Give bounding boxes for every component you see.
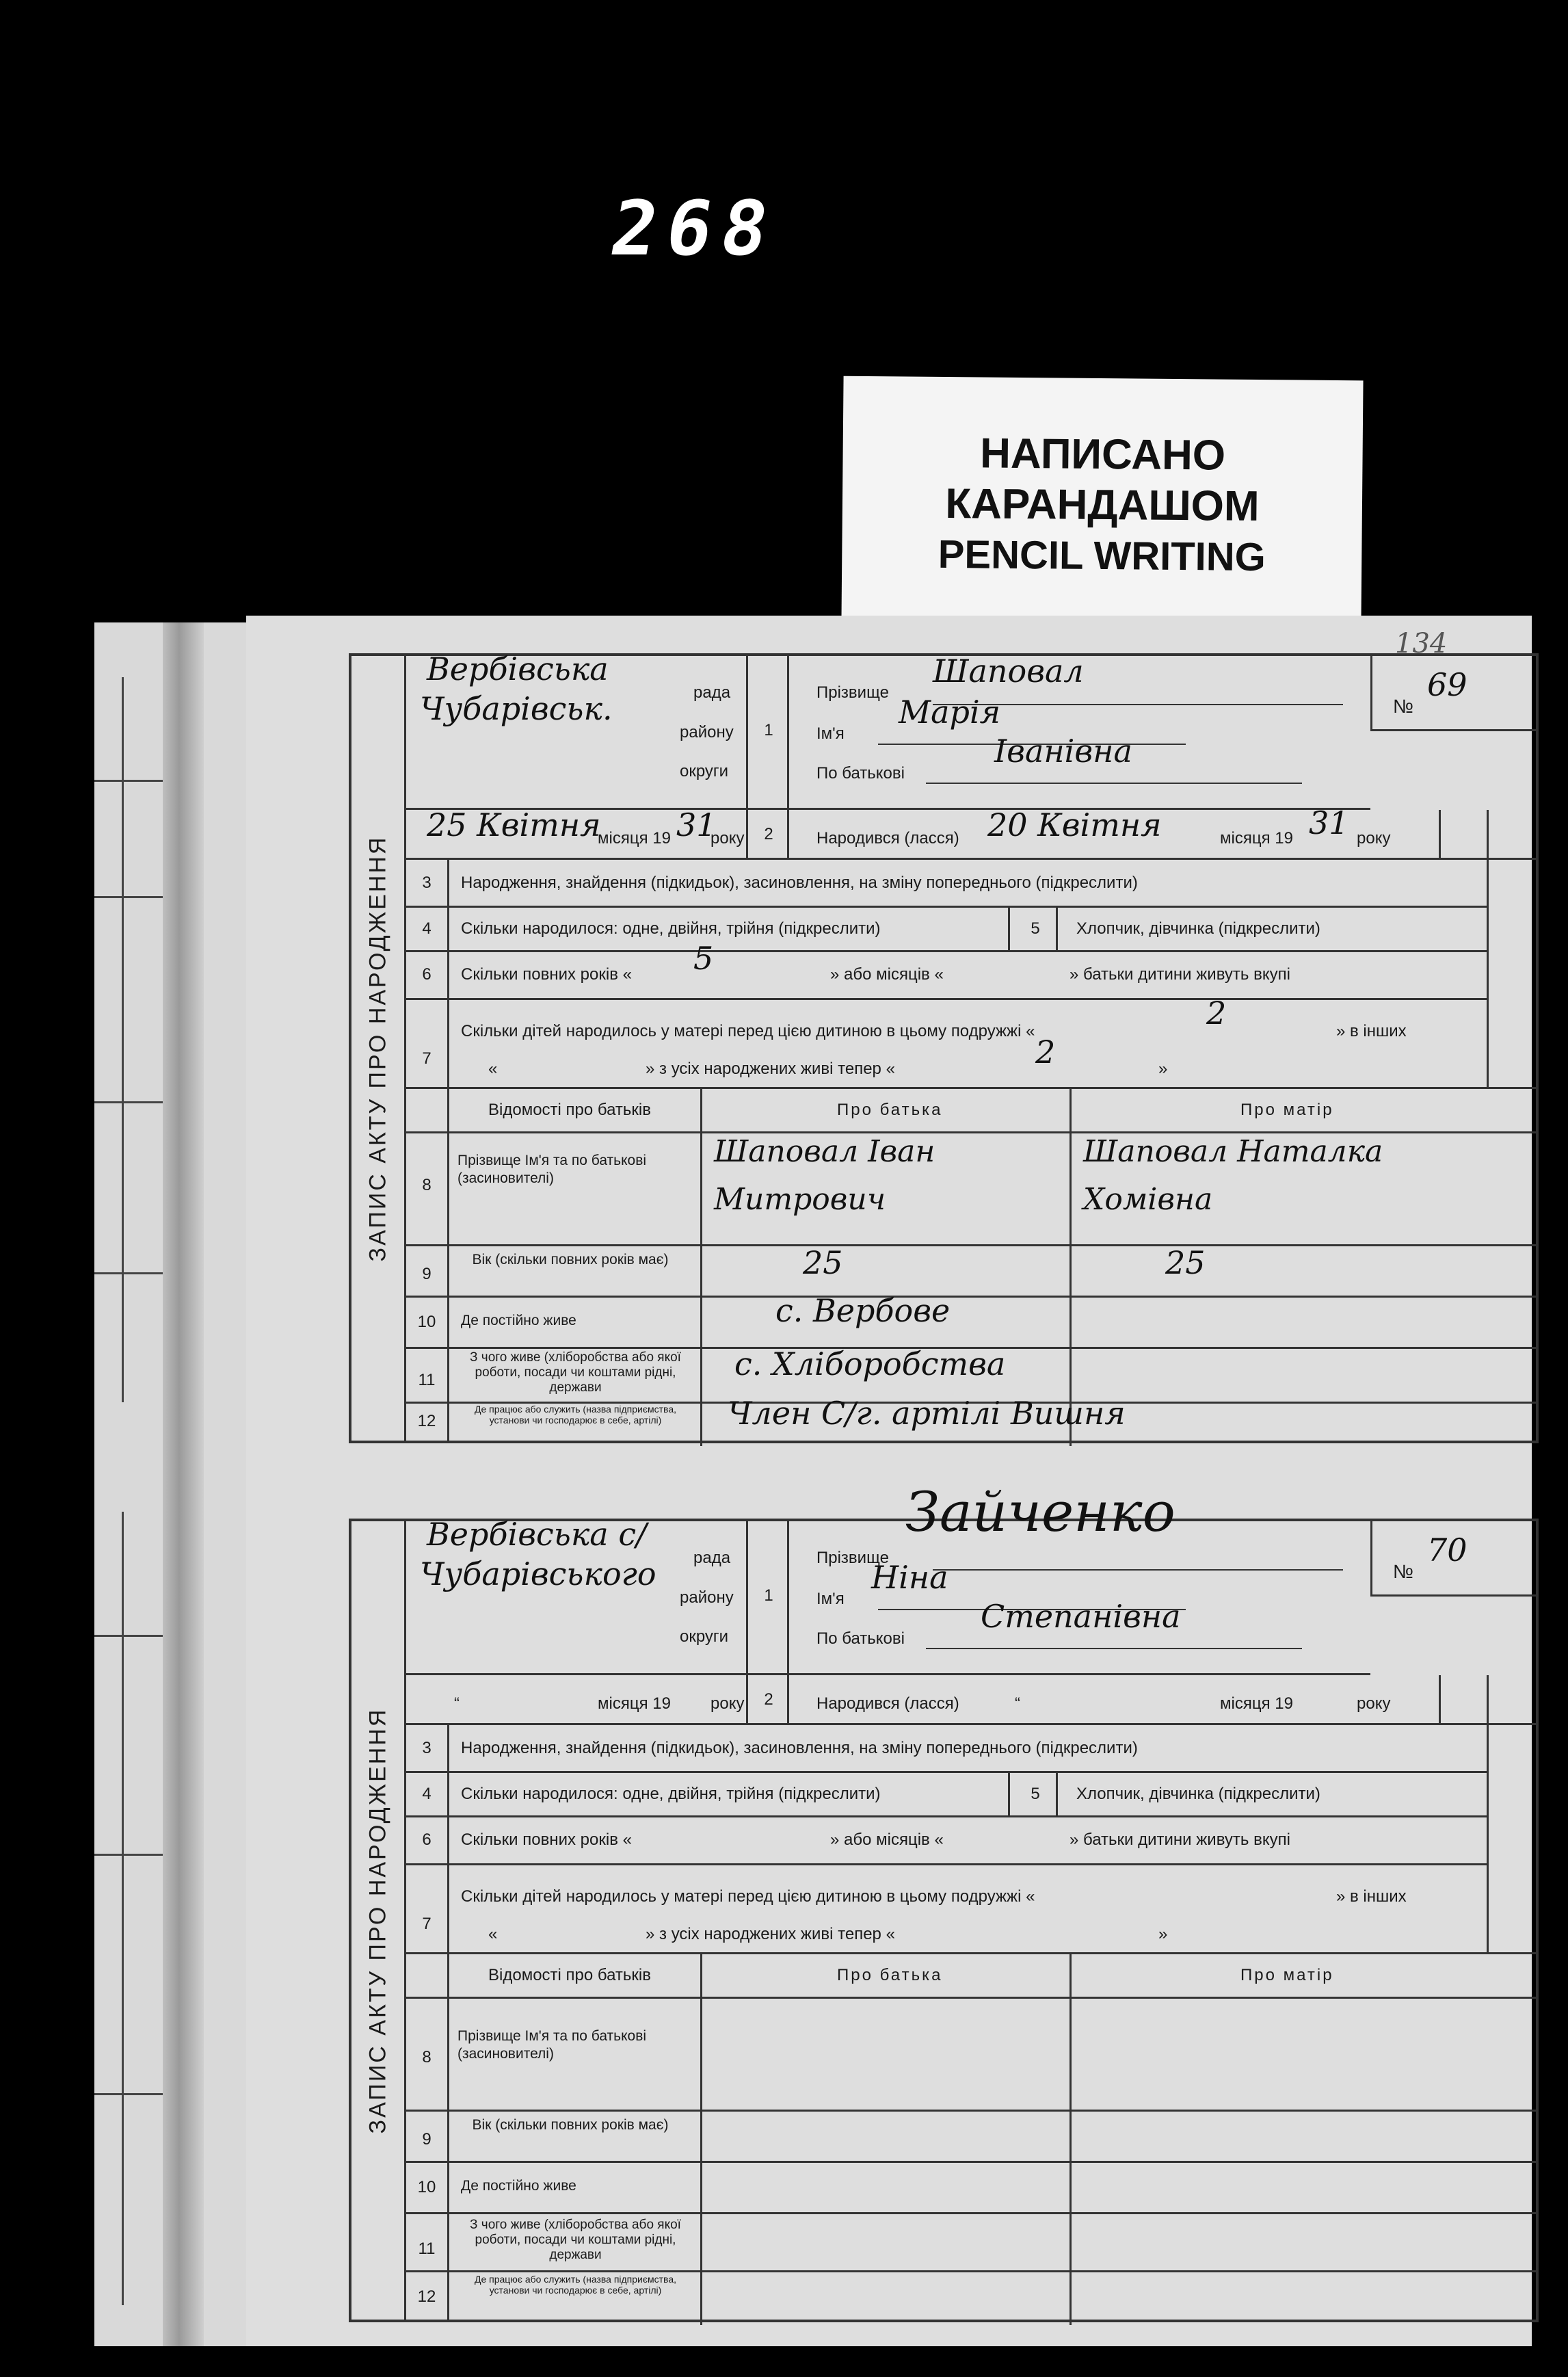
record-number: 69: [1427, 666, 1467, 703]
birth-record-70: [349, 1480, 1539, 2322]
record-number-block: [1370, 1521, 1536, 1597]
row-num-12: 12: [417, 1412, 436, 1430]
edge-rule: [94, 2093, 163, 2095]
children-before: 2: [1206, 995, 1227, 1032]
row-num-9: 9: [422, 1265, 431, 1283]
name-value: Ніна: [871, 1559, 948, 1596]
row11-text: З чого живе (хліборобства або якої роботи, посади чи коштами рідні, держави: [470, 2218, 681, 2262]
mother-age: 25: [1165, 1244, 1206, 1281]
row7-a: Скільки дітей народилось у матері перед цією дитиною в цьому подружжі «: [461, 1022, 1035, 1040]
father-header: Про батька: [837, 1966, 943, 1984]
born-month-label: місяця 19: [1220, 829, 1293, 848]
sheet-number: 268: [604, 185, 784, 272]
rada-value: Вербівська с/: [427, 1516, 647, 1553]
row-num-10: 10: [417, 2178, 436, 2196]
row12-text: Де працює або служить (назва підприємства, установи чи господарює в себе, артілі): [474, 1404, 677, 1426]
row3-text: Народження, знайдення (підкидьок), засиновлення, на зміну попереднього (підкреслити): [461, 874, 1138, 892]
edge-rule: [94, 1101, 163, 1103]
born-day: 20 Квітня: [987, 806, 1162, 843]
row-num-6: 6: [422, 1830, 431, 1849]
edge-rule: [94, 896, 163, 898]
born-month-label: місяця 19: [1220, 1694, 1293, 1713]
edge-rule: [94, 1635, 163, 1637]
row-num-12: 12: [417, 2287, 436, 2306]
year-label: року: [710, 1694, 745, 1713]
pencil-writing-label: [841, 376, 1363, 627]
row5-text: Хлопчик, дівчинка (підкреслити): [1076, 919, 1320, 938]
born-label: Народився (ласся): [816, 829, 959, 848]
child-name-block: [789, 1480, 1370, 1675]
row4-text: Скільки народилося: одне, двійня, трійня (підкреслити): [461, 919, 881, 938]
parents-info-header: Відомості про батьків: [488, 1966, 651, 1984]
month-label: місяця 19: [598, 829, 671, 848]
page-fold: [163, 622, 204, 2346]
label-line-1: НАПИСАНО: [979, 430, 1226, 480]
rada-label: рада: [693, 1549, 731, 1567]
edge-rule: [122, 677, 124, 1402]
label-line-2: КАРАНДАШОМ: [945, 480, 1260, 531]
rada-label: рада: [693, 683, 731, 702]
row9-text: Вік (скільки повних років має): [472, 2117, 669, 2133]
row-num-4: 4: [422, 919, 431, 938]
row-num-1: 1: [748, 656, 789, 810]
row-num-6: 6: [422, 965, 431, 984]
register-page: [246, 616, 1532, 2346]
row-num-11: 11: [418, 2240, 436, 2258]
birth-date-block: [789, 1675, 1439, 1723]
raion-value: Чубарівського: [420, 1555, 656, 1592]
row6-a: Скільки повних років «: [461, 1830, 632, 1849]
row7-d: » з усіх народжених живі тепер «: [646, 1925, 895, 1943]
previous-page-edge: [94, 622, 248, 2346]
years-together: 5: [693, 940, 714, 977]
edge-rule: [94, 1272, 163, 1274]
row-num-8: 8: [422, 2048, 431, 2066]
label-line-3: PENCIL WRITING: [938, 531, 1266, 580]
row7-e: »: [1158, 1925, 1168, 1943]
okruhy-label: округи: [680, 762, 729, 780]
edge-rule: [94, 1854, 163, 1856]
father-name: Шаповал Іван Митрович: [714, 1134, 935, 1217]
okruhy-label: округи: [680, 1627, 729, 1646]
row5-text: Хлопчик, дівчинка (підкреслити): [1076, 1785, 1320, 1803]
name-label: Ім'я: [816, 1590, 845, 1608]
raion-label: району: [680, 1588, 734, 1607]
patronymic-value: Степанівна: [981, 1598, 1181, 1635]
record-number: 70: [1427, 1532, 1467, 1568]
row-num-11: 11: [418, 1371, 436, 1389]
edge-rule: [122, 1512, 124, 2305]
residence: с. Вербове: [775, 1292, 951, 1329]
row-num-10: 10: [417, 1313, 436, 1331]
row8-text: Прізвище Ім'я та по батькові (засиновителі): [457, 2028, 647, 2062]
row7-c: «: [488, 1925, 498, 1943]
registration-day: 25 Квітня: [427, 806, 601, 843]
row-num-3: 3: [422, 874, 431, 892]
child-name-block: [789, 653, 1370, 810]
name-label: Ім'я: [816, 724, 845, 743]
raion-label: району: [680, 723, 734, 741]
work: Член С/г. артілі Вишня: [728, 1395, 1126, 1432]
record-number-block: [1370, 656, 1536, 731]
row-num-5: 5: [1031, 919, 1040, 938]
surname-value: Шаповал: [933, 653, 1084, 690]
month-label: місяця 19: [598, 1694, 671, 1713]
side-title: ЗАПИС АКТУ ПРО НАРОДЖЕННЯ: [351, 656, 406, 1441]
patronymic-value: Іванівна: [994, 733, 1132, 770]
row-num-1: 1: [748, 1521, 789, 1675]
row10-text: Де постійно живе: [461, 2178, 576, 2194]
name-value: Марія: [899, 694, 1001, 731]
row7-b: » в інших: [1336, 1022, 1407, 1040]
born-year: 31: [1309, 804, 1349, 841]
row6-b: » або місяців «: [830, 965, 944, 984]
number-label: №: [1393, 1561, 1414, 1582]
surname-value: Зайченко: [905, 1480, 1175, 1544]
born-open-quote: “: [1015, 1694, 1020, 1713]
row6-c: » батьки дитини живуть вкупі: [1069, 1830, 1290, 1849]
row-num-7: 7: [422, 1049, 431, 1068]
alive-now: 2: [1035, 1034, 1056, 1071]
number-label: №: [1393, 696, 1414, 717]
stamp-number: 134: [1395, 628, 1448, 659]
row8-text: Прізвище Ім'я та по батькові (засиновителі): [457, 1153, 647, 1186]
row11-text: З чого живе (хліборобства або якої роботи, посади чи коштами рідні, держави: [470, 1350, 681, 1395]
date-block: [406, 1675, 748, 1723]
row3-text: Народження, знайдення (підкидьок), засиновлення, на зміну попереднього (підкреслити): [461, 1739, 1138, 1757]
row12-text: Де працює або служить (назва підприємства, установи чи господарює в себе, артілі): [474, 2274, 677, 2296]
row-num-9: 9: [422, 2130, 431, 2149]
birth-date-block: [789, 804, 1439, 858]
born-year-label: року: [1357, 1694, 1391, 1713]
registration-year: 31: [676, 806, 717, 843]
born-year-label: року: [1357, 829, 1391, 848]
council-block: [406, 651, 748, 810]
row-num-5: 5: [1031, 1785, 1040, 1803]
row10-text: Де постійно живе: [461, 1313, 576, 1328]
edge-rule: [94, 780, 163, 782]
rada-value: Вербівська: [427, 651, 609, 687]
father-header: Про батька: [837, 1101, 943, 1119]
row6-a: Скільки повних років «: [461, 965, 632, 984]
row6-b: » або місяців «: [830, 1830, 944, 1849]
row9-text: Вік (скільки повних років має): [472, 1252, 669, 1268]
mother-header: Про матір: [1240, 1966, 1334, 1984]
occupation: с. Хліборобства: [734, 1345, 1006, 1382]
side-title: ЗАПИС АКТУ ПРО НАРОДЖЕННЯ: [351, 1521, 406, 2320]
mother-name: Шаповал Наталка Хомівна: [1083, 1134, 1383, 1217]
mother-header: Про матір: [1240, 1101, 1334, 1119]
council-block: [406, 1516, 748, 1675]
date-open-quote: “: [454, 1694, 460, 1713]
birth-record-69: [349, 653, 1539, 1443]
patronymic-label: По батькові: [816, 1629, 905, 1648]
row-num-3: 3: [422, 1739, 431, 1757]
row7-e: »: [1158, 1060, 1168, 1078]
surname-label: Прізвище: [816, 683, 889, 702]
date-block: [406, 806, 748, 858]
patronymic-label: По батькові: [816, 764, 905, 783]
row7-a: Скільки дітей народилось у матері перед цією дитиною в цьому подружжі «: [461, 1887, 1035, 1906]
row7-b: » в інших: [1336, 1887, 1407, 1906]
row7-c: «: [488, 1060, 498, 1078]
row7-d: » з усіх народжених живі тепер «: [646, 1060, 895, 1078]
row-num-4: 4: [422, 1785, 431, 1803]
row4-text: Скільки народилося: одне, двійня, трійня (підкреслити): [461, 1785, 881, 1803]
row-num-2: 2: [748, 810, 789, 858]
raion-value: Чубарівськ.: [420, 690, 613, 727]
surname-label: Прізвище: [816, 1549, 889, 1567]
born-label: Народився (ласся): [816, 1694, 959, 1713]
year-label: року: [710, 829, 745, 848]
row6-c: » батьки дитини живуть вкупі: [1069, 965, 1290, 984]
row-num-7: 7: [422, 1915, 431, 1933]
parents-info-header: Відомості про батьків: [488, 1101, 651, 1119]
row-num-2: 2: [748, 1675, 789, 1723]
father-age: 25: [803, 1244, 843, 1281]
row-num-8: 8: [422, 1176, 431, 1194]
